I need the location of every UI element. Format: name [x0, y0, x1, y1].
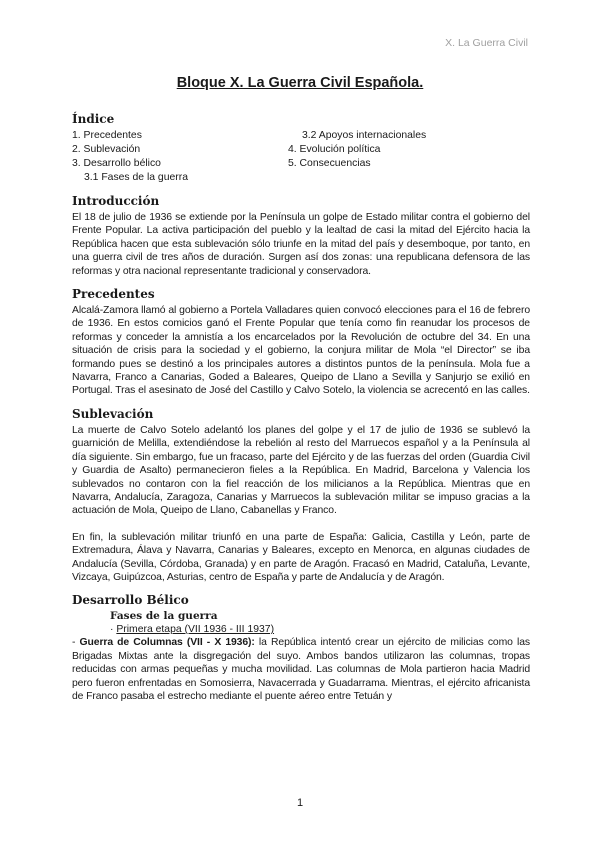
index-column-right [288, 129, 530, 185]
index-item: 2. Sublevación [72, 144, 141, 155]
columnas-term: Guerra de Columnas (VII - X 1936): [79, 637, 255, 649]
running-header: X. La Guerra Civil [445, 37, 528, 49]
stage-item [72, 623, 530, 636]
index-item: 3.2 Apoyos internacionales [302, 130, 427, 141]
index-item: 5. Consecuencias [288, 158, 371, 169]
stage-label: Primera etapa (VII 1936 - III 1937) [116, 624, 275, 636]
index-section [72, 112, 530, 185]
introduccion-paragraph: El 18 de julio de 1936 se extiende por la Península un golpe de Estado militar contra el gobierno del Frente Popular. La activa participación del pueblo y la lealtad de casi la mitad del Ejército hacia la República hacen que esta sublevación sólo triunfe en la mitad del país y desemboque, por tanto, en una guerra civil de tres años de duración. Surgen así dos zonas: una republicana defensora de las reformas y otra nacional representante tradicional y conservadora. [72, 212, 530, 277]
precedentes-section [72, 287, 530, 398]
index-item: 3.1 Fases de la guerra [84, 172, 188, 183]
columnas-text: la República intentó crear un ejército de milicias como las Brigadas Mixtas ante la disgregación del suyo. Ambos bandos utilizaron las columnas, tropas reducidas con armas pequeñas y mucha movilidad. Las columnas de Mola partieron hacia Madrid pero fueron enfrentadas en Somosierra, Navacerrada y Guadarrama. Mientras, el ejército africanista de Franco pasaba el estrecho mediante el puente aéreo entre Tetuán y [72, 637, 530, 702]
precedentes-paragraph: Alcalá-Zamora llamó al gobierno a Portela Valladares quien convocó elecciones para el 16 de febrero de 1936. En estos comicios ganó el Frente Popular que tenía como fin reanudar los procesos de reformas y conceder la amnistía a los encarcelados por la Revolución de octubre del 34. En una situación de crisis para la sociedad y el gobierno, la conjura militar de Mola “el Director” se iba formando pues se destinó a los principales autores a distintos puntos de la península. Mola fue a Navarra, Franco a Canarias, Goded a Baleares, Queipo de Llano a Sevilla y Sanjurjo se exilió en Portugal. Tras el asesinato de José del Castillo y Calvo Sotelo, la violencia se acrecentó en las calles. [72, 305, 530, 397]
index-item: 1. Precedentes [72, 130, 142, 141]
desarrollo-heading: Desarrollo Bélico [72, 593, 189, 608]
document-title: Bloque X. La Guerra Civil Española. [176, 75, 424, 91]
index-column-left [72, 129, 288, 185]
document-body [72, 112, 530, 712]
sublevacion-section [72, 407, 530, 584]
page-number: 1 [296, 797, 304, 809]
index-list [72, 129, 530, 185]
index-item: 4. Evolución política [288, 144, 381, 155]
sublevacion-paragraph-2: En fin, la sublevación militar triunfó en una parte de España: Galicia, Castilla y León, parte de Extremadura, Álava y Navarra, Canarias y Baleares, excepto en Menorca, en algunas ciudades de Andalucía (Sevilla, Córdoba, Granada) y en parte de Aragón. Fracasó en Madrid, Cataluña, Levante, Vizcaya, Guipúzcoa, Asturias, centro de España y parte de Andalucía y de Aragón. [72, 531, 530, 583]
fases-subheading: Fases de la guerra [110, 610, 218, 623]
columnas-dash: - [72, 637, 80, 649]
introduccion-section [72, 194, 530, 278]
sublevacion-paragraph-1: La muerte de Calvo Sotelo adelantó los planes del golpe y el 17 de julio de 1936 se sublevó la guarnición de Melilla, extendiéndose la rebelión al resto del Marruecos español y a la Península al día siguiente. Sin embargo, fue un fracaso, parte del Ejército y de las fuerzas del orden (Guardia Civil y Guardia de Asalto) permanecieron fieles a la República. En Madrid, Barcelona y Valencia los sublevados no contaron con la fiel reacción de los milicianos a la República. Mientras que en Navarra, Andalucía, Zaragoza, Canarias y Marruecos la sublevación militar se impuso gracias a la actuación de Mola, Queipo de Llano, Cabanellas y Franco. [72, 424, 530, 517]
desarrollo-section [72, 593, 530, 703]
sublevacion-heading: Sublevación [72, 406, 154, 421]
introduccion-heading: Introducción [72, 194, 160, 208]
precedentes-heading: Precedentes [72, 287, 155, 302]
columnas-paragraph [72, 636, 530, 703]
index-item: 3. Desarrollo bélico [72, 158, 161, 169]
index-heading: Índice [72, 112, 115, 126]
stage-bullet: · [110, 624, 117, 636]
